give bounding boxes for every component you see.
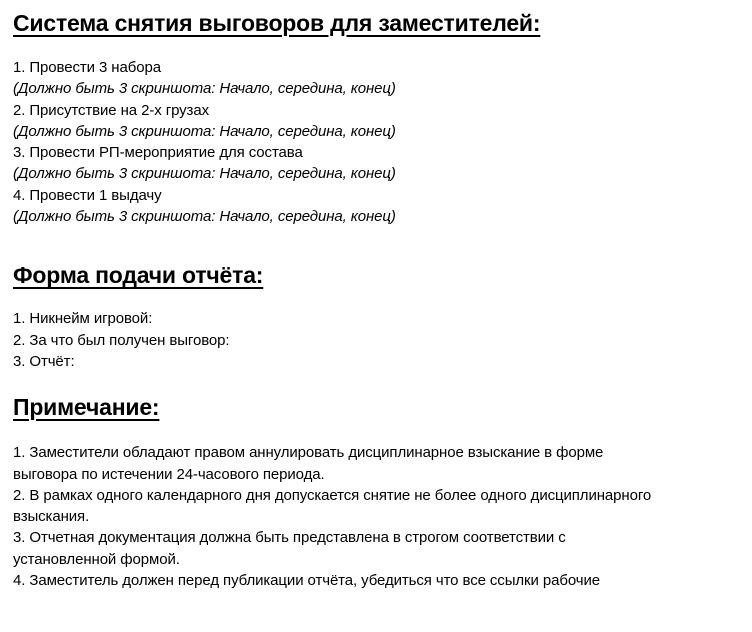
list-line: 3. Провести РП-мероприятие для состава — [13, 144, 303, 162]
list-line: 2. За что был получен выговор: — [13, 331, 230, 349]
list-line: установленной формой. — [13, 550, 180, 568]
list-line: 2. В рамках одного календарного дня допускается снятие не более одного дисциплинарного — [13, 486, 652, 504]
list-line: 3. Отчёт: — [13, 352, 75, 370]
list-line-note: (Должно быть 3 скриншота: Начало, середина, конец) — [13, 122, 396, 140]
list-line: 3. Отчетная документация должна быть представлена в строгом соответствии с — [13, 529, 566, 547]
list-line: 1. Заместители обладают правом аннулировать дисциплинарное взыскание в форме — [13, 444, 604, 462]
list-line-note: (Должно быть 3 скриншота: Начало, середина, конец) — [13, 80, 396, 98]
section-reprimand-removal-heading: Система снятия выговоров для заместителей: — [13, 10, 541, 36]
list-line-note: (Должно быть 3 скриншота: Начало, середина, конец) — [13, 165, 396, 183]
section-report-form-list — [13, 308, 738, 372]
list-line: 2. Присутствие на 2-х грузах — [13, 101, 209, 119]
section-reprimand-removal-list — [13, 57, 738, 227]
list-line: 1. Провести 3 набора — [13, 59, 161, 76]
list-line-note: (Должно быть 3 скриншота: Начало, середина, конец) — [13, 208, 396, 226]
list-line: взыскания. — [13, 508, 90, 526]
list-line: 4. Заместитель должен перед публикации отчёта, убедиться что все ссылки рабочие — [13, 572, 600, 590]
section-note-list — [13, 442, 738, 591]
section-report-form-heading: Форма подачи отчёта: — [13, 262, 264, 289]
list-line: 1. Никнейм игровой: — [13, 310, 153, 328]
document-page — [0, 8, 752, 591]
section-note-heading: Примечание: — [13, 394, 160, 421]
list-line: 4. Провести 1 выдачу — [13, 186, 162, 204]
list-line: выговора по истечении 24-часового периода. — [13, 465, 325, 483]
